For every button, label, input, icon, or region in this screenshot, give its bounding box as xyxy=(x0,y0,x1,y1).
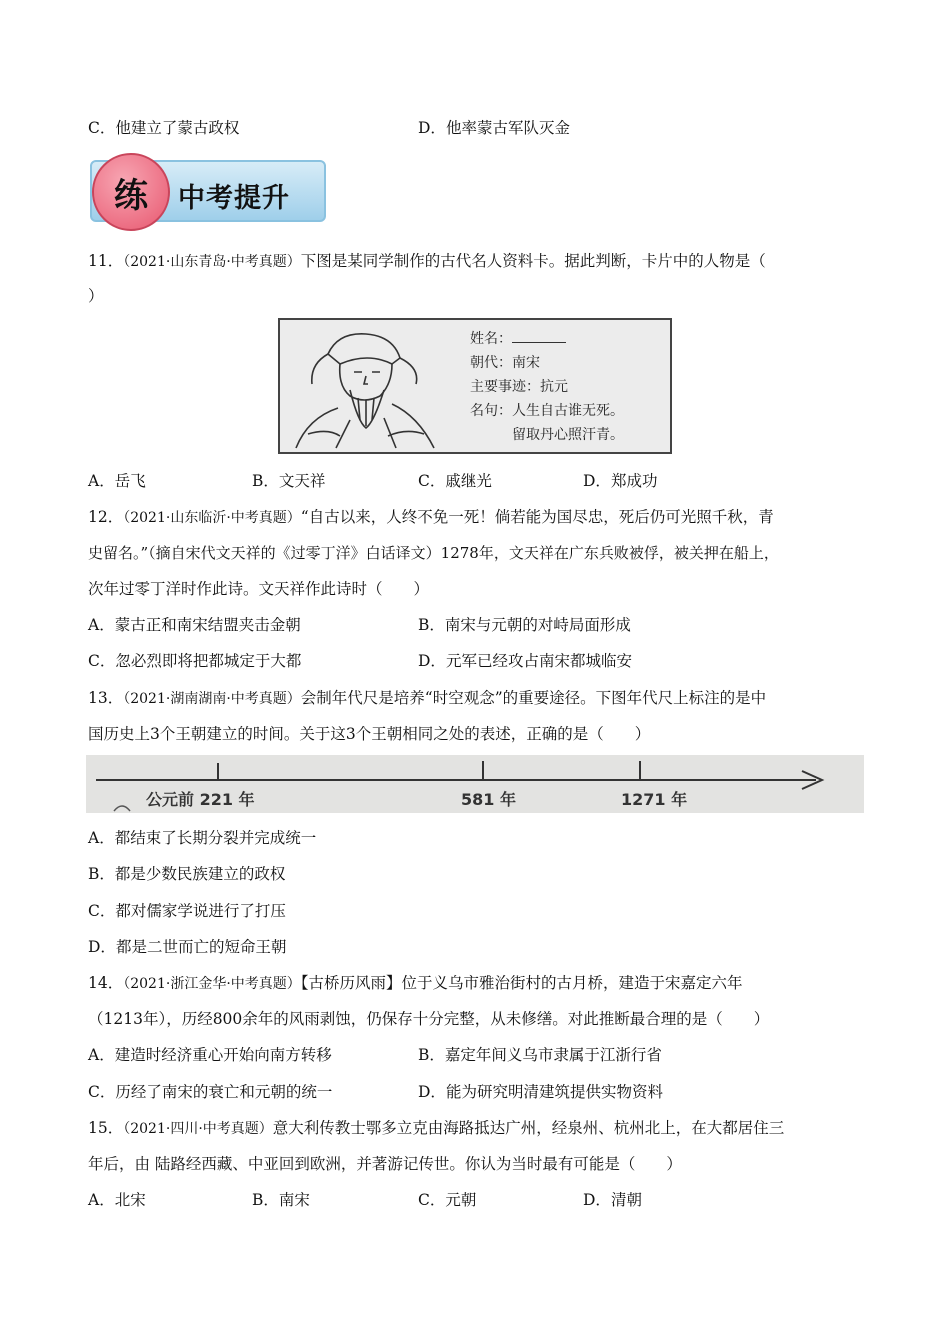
timeline-label-2: 581 年 xyxy=(461,790,516,809)
q12-option-b: B．南宋与元朝的对峙局面形成 xyxy=(418,616,631,634)
q11-stem: 11．（2021·山东青岛·中考真题）下图是某同学制作的古代名人资料卡。据此判断，卡片中的人物是（ xyxy=(88,252,766,270)
q14-option-c: C．历经了南宋的衰亡和元朝的统一 xyxy=(88,1083,333,1101)
q14-option-b: B．嘉定年间义乌市隶属于江浙行省 xyxy=(418,1046,662,1064)
q14-stem-line2: （1213年），历经800余年的风雨剥蚀，仍保存十分完整，从未修缮。对此推断最合理的是（ ） xyxy=(88,1010,770,1028)
q12-option-c: C．忽必烈即将把都城定于大都 xyxy=(88,652,302,670)
q15-option-a: A．北宋 xyxy=(88,1191,146,1209)
q14-option-a: A．建造时经济重心开始向南方转移 xyxy=(88,1046,332,1064)
q13-stem-line1: 13．（2021·湖南湖南·中考真题）会制年代尺是培养“时空观念”的重要途径。下图年代尺上标注的是中 xyxy=(88,689,767,707)
q12-option-a: A．蒙古正和南宋结盟夹击金朝 xyxy=(88,616,301,634)
timeline-figure xyxy=(86,755,864,813)
q13-option-a: A．都结束了长期分裂并完成统一 xyxy=(88,829,317,847)
timeline-label-1: 公元前 221 年 xyxy=(146,790,255,809)
card-quote-line1: 名句：人生自古谁无死。 xyxy=(470,403,624,419)
card-name-label: 姓名： xyxy=(470,328,566,350)
q13-option-b: B．都是少数民族建立的政权 xyxy=(88,865,286,883)
q10-option-d: D．他率蒙古军队灭金 xyxy=(418,119,570,137)
q15-stem-line1: 15．（2021·四川·中考真题）意大利传教士鄂多立克由海路抵达广州，经泉州、杭州北上，在大都居住三 xyxy=(88,1119,785,1137)
q15-option-c: C．元朝 xyxy=(418,1191,477,1209)
card-quote-line2: 留取丹心照汗青。 xyxy=(512,427,624,443)
q15-option-b: B．南宋 xyxy=(252,1191,310,1209)
card-deed: 主要事迹：抗元 xyxy=(470,379,568,395)
q11-option-d: D．郑成功 xyxy=(583,472,658,490)
q13-option-d: D．都是二世而亡的短命王朝 xyxy=(88,938,287,956)
q11-stem-cont: ） xyxy=(88,287,104,305)
card-name-blank xyxy=(512,328,566,343)
q10-option-c: C．他建立了蒙古政权 xyxy=(88,119,240,137)
section-badge-char: 练 xyxy=(114,175,148,216)
q15-option-d: D．清朝 xyxy=(583,1191,642,1209)
section-badge xyxy=(92,153,170,231)
q14-option-d: D．能为研究明清建筑提供实物资料 xyxy=(418,1083,663,1101)
card-dynasty: 朝代：南宋 xyxy=(470,355,540,371)
figure-card xyxy=(278,318,672,454)
q11-option-c: C．戚继光 xyxy=(418,472,492,490)
q12-option-d: D．元军已经攻占南宋都城临安 xyxy=(418,652,632,670)
q13-stem-line2: 国历史上3个王朝建立的时间。关于这3个王朝相同之处的表述，正确的是（ ） xyxy=(88,725,651,743)
section-title: 中考提升 xyxy=(178,183,290,214)
q12-stem-line2: 史留名。”（摘自宋代文天祥的《过零丁洋》白话译文）1278年，文天祥在广东兵败被俘，被关押在船上， xyxy=(88,544,779,562)
q12-stem-line3: 次年过零丁洋时作此诗。文天祥作此诗时（ ） xyxy=(88,580,430,598)
q11-option-a: A．岳飞 xyxy=(88,472,146,490)
q13-option-c: C．都对儒家学说进行了打压 xyxy=(88,902,286,920)
q15-stem-line2: 年后，由 陆路经西藏、中亚回到欧洲，并著游记传世。你认为当时最有可能是（ ） xyxy=(88,1155,682,1173)
portrait-illustration xyxy=(288,324,438,450)
q14-stem-line1: 14．（2021·浙江金华·中考真题）【古桥历风雨】位于义乌市雅治街村的古月桥，建造于宋嘉定六年 xyxy=(88,974,743,992)
q12-stem-line1: 12．（2021·山东临沂·中考真题）“自古以来，人终不免一死！倘若能为国尽忠，死后仍可光照千秋，青 xyxy=(88,508,774,526)
timeline-label-3: 1271 年 xyxy=(621,790,688,809)
q11-option-b: B．文天祥 xyxy=(252,472,326,490)
